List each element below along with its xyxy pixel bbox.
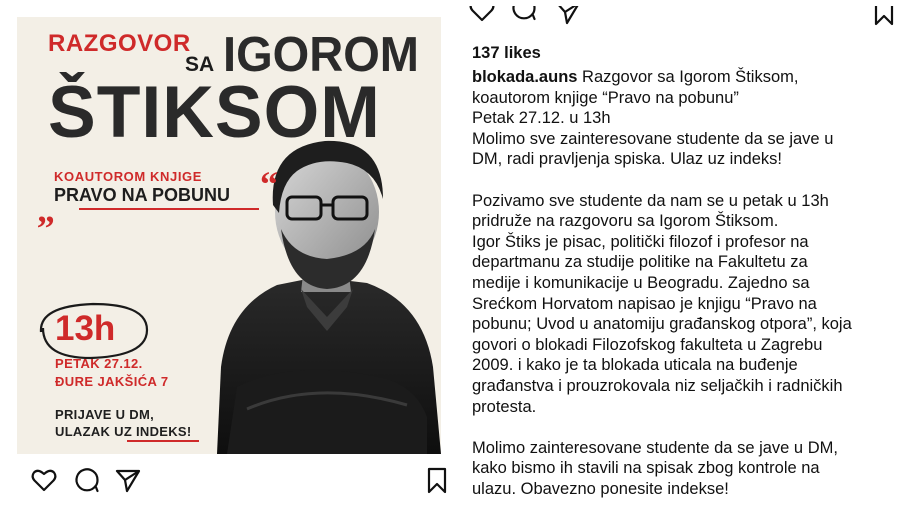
poster-title-sa: SA [185,53,215,76]
caption-blank-line [472,417,904,438]
poster-address: ĐURE JAKŠIĆA 7 [55,374,169,389]
post-image[interactable] [17,17,441,454]
poster-title-name: ŠTIKSOM [48,72,381,153]
caption-line: Molimo zainteresovane studente da se jave u DM, [472,438,838,457]
caption-line: Srećkom Horvatom napisao je knjigu “Pravo na [472,294,817,313]
heart-icon[interactable] [468,6,496,30]
caption-line: ulazu. Obavezno ponesite indekse! [472,479,729,498]
caption-blank-line [472,170,904,191]
caption-line: DM, radi pravljenja spiska. Ulaz uz indeks! [472,150,782,169]
caption-line: 2009. i kako je ta blokada uticala na buđenje [472,356,798,375]
comment-icon[interactable] [510,6,538,30]
caption-line: koautorom knjige “Pravo na pobunu” [472,88,739,107]
bookmark-icon[interactable] [423,466,451,494]
heart-icon[interactable] [30,466,58,494]
caption-line: govori o blokadi Filozofskog fakulteta u Zagrebu [472,335,823,354]
book-title-underline [79,208,259,210]
entry-underline [127,440,199,442]
caption-line: departmanu za studije politike na Fakultetu za [472,253,808,272]
caption-line: pobunu; Uvod u anatomiju građanskog otpora”, koja [472,315,852,334]
comment-icon[interactable] [73,466,101,494]
likes-count[interactable]: 137 likes [472,44,541,62]
caption-text: Razgovor sa Igorom Štiksom, [577,68,799,86]
poster-quote-open: „ [37,190,55,230]
poster-date: PETAK 27.12. [55,356,143,371]
poster-title-igorom: IGOROM [223,28,420,82]
caption-first-line [472,67,904,88]
username-link[interactable]: blokada.auns [472,68,578,86]
post-caption [472,67,904,499]
caption-line: kako bismo ih stavili na spisak zbog kontrole na [472,459,820,478]
caption-line: Petak 27.12. u 13h [472,109,611,128]
portrait-photo [197,117,441,454]
poster-quote-close: “ [260,164,278,204]
caption-line: građanstva i prouzrokovala niz seljačkih i radničkih [472,376,843,395]
share-icon[interactable] [114,466,142,494]
caption-line: medije i komunikacije u Beogradu. Zajedno sa [472,273,810,292]
bookmark-icon[interactable] [870,6,898,30]
caption-line: protesta. [472,397,537,416]
caption-line: Igor Štiks je pisac, politički filozof i profesor na [472,232,809,251]
post-caption-column [460,0,906,513]
poster-entry-note: ULAZAK UZ INDEKS! [55,424,192,439]
caption-line: Molimo sve zainteresovane studente da se jave u [472,129,834,148]
caption-line: pridruže na razgovoru sa Igorom Štiksom. [472,212,779,231]
caption-line: Pozivamo sve studente da nam se u petak u 13h [472,191,829,210]
poster-signup-note: PRIJAVE U DM, [55,407,155,422]
poster-title-razgovor: RAZGOVOR [48,30,191,57]
poster-time: 13h [55,309,116,348]
poster-coauthor-label: KOAUTOROM KNJIGE [54,169,203,184]
share-icon[interactable] [554,6,582,30]
poster-book-title: PRAVO NA POBUNU [54,185,231,205]
